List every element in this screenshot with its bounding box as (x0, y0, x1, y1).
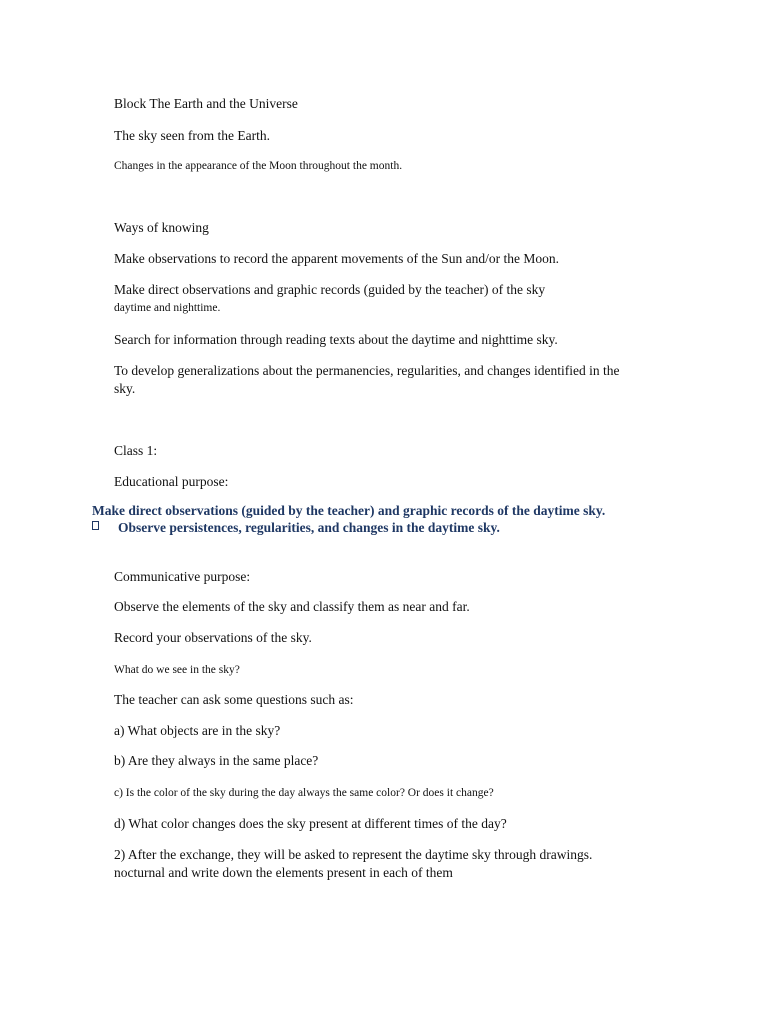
educational-purpose-label: Educational purpose: (114, 474, 229, 489)
communicative-item-1: Observe the elements of the sky and classify them as near and far. (114, 599, 470, 614)
question-b: b) Are they always in the same place? (114, 753, 319, 768)
communicative-purpose-label: Communicative purpose: (114, 569, 251, 584)
ways-item-1: Make observations to record the apparent movements of the Sun and/or the Moon. (114, 251, 560, 266)
communicative-item-3: What do we see in the sky? (114, 664, 240, 676)
ways-item-4-continued: sky. (114, 381, 136, 396)
question-d: d) What color changes does the sky present at different times of the day? (114, 816, 507, 831)
ways-heading: Ways of knowing (114, 220, 209, 235)
ways-item-2-continued: daytime and nighttime. (114, 302, 221, 314)
educational-purpose-bold-2: Observe persistences, regularities, and changes in the daytime sky. (118, 520, 500, 535)
class-heading: Class 1: (114, 443, 158, 458)
ways-item-3: Search for information through reading texts about the daytime and nighttime sky. (114, 332, 558, 347)
educational-purpose-bold-1: Make direct observations (guided by the teacher) and graphic records of the daytime sky. (92, 503, 606, 518)
block-title: Block The Earth and the Universe (114, 96, 298, 111)
question-a: a) What objects are in the sky? (114, 723, 281, 738)
communicative-item-2: Record your observations of the sky. (114, 630, 312, 645)
communicative-item-4: The teacher can ask some questions such as: (114, 692, 354, 707)
bullet-box-icon (92, 521, 99, 530)
question-c: c) Is the color of the sky during the day always the same color? Or does it change? (114, 787, 494, 799)
activity-2: 2) After the exchange, they will be asked to represent the daytime sky through drawings. (114, 847, 593, 862)
ways-item-4: To develop generalizations about the permanencies, regularities, and changes identified in the (114, 363, 620, 378)
subtopic-line: Changes in the appearance of the Moon throughout the month. (114, 160, 403, 172)
ways-item-2: Make direct observations and graphic records (guided by the teacher) of the sky (114, 282, 546, 297)
activity-2-continued: nocturnal and write down the elements present in each of them (114, 865, 453, 880)
topic-line: The sky seen from the Earth. (114, 128, 270, 143)
